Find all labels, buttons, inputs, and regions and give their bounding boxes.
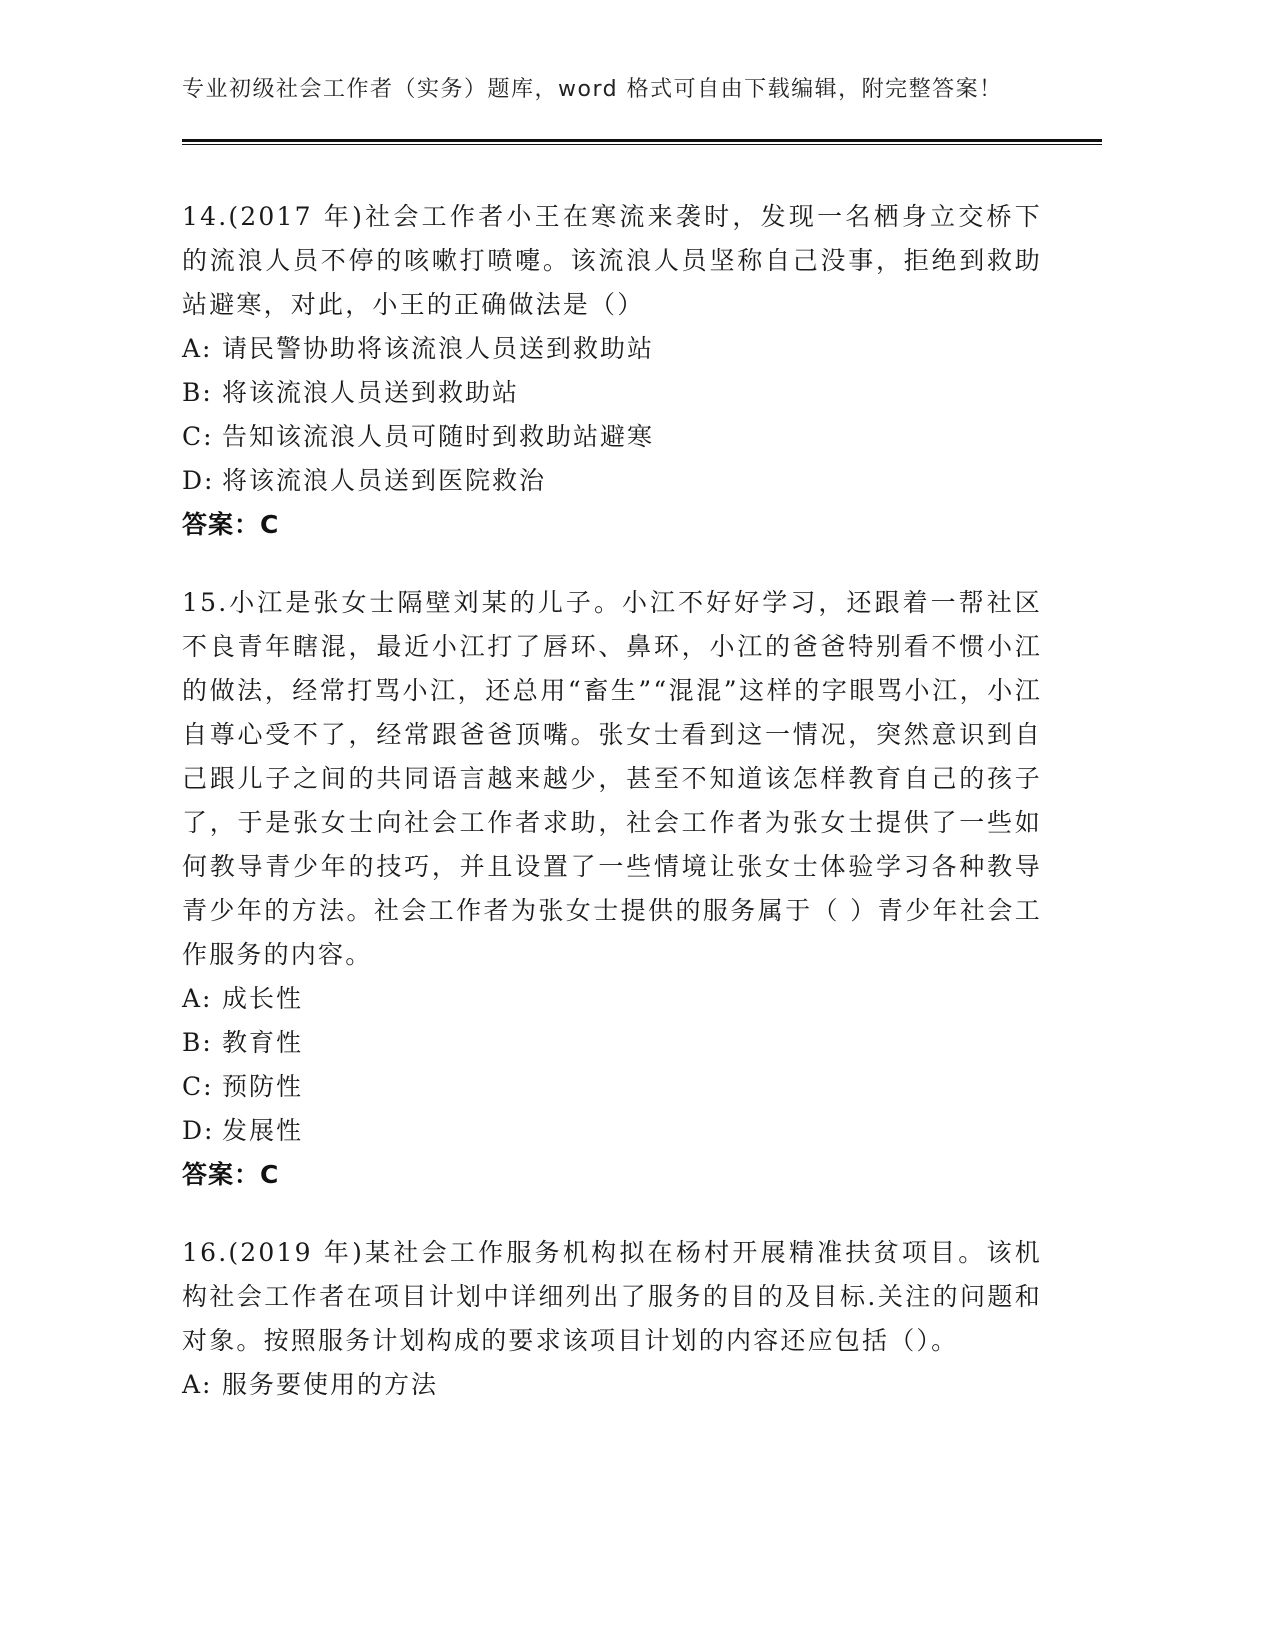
option-letter: C: [182,1072,214,1101]
question-stem: 16.(2019 年)某社会工作服务机构拟在杨村开展精准扶贫项目。该机构社会工作者在项目计划中详细列出了服务的目的及目标.关注的问题和对象。按照服务计划构成的要求该项目计划的内容还应包括（）。 [182,1238,1042,1355]
option-text: 成长性 [222,984,304,1013]
option-letter: D: [182,466,215,495]
option-text: 告知该流浪人员可随时到救助站避寒 [222,422,655,451]
header-divider [182,139,1102,145]
header-divider-thick [182,139,1102,142]
header-divider-thin [182,144,1102,145]
option-letter: D: [182,1116,215,1145]
option-a [182,977,1042,1021]
option-letter: B: [182,1028,213,1057]
option-text: 请民警协助将该流浪人员送到救助站 [222,334,655,363]
question-stem: 14.(2017 年)社会工作者小王在寒流来袭时，发现一名栖身立交桥下的流浪人员不停的咳嗽打喷嚏。该流浪人员坚称自己没事，拒绝到救助站避寒，对此，小王的正确做法是（） [182,202,1042,319]
option-c [182,1065,1042,1109]
question-16 [182,1231,1042,1407]
option-text: 预防性 [222,1072,304,1101]
option-d [182,459,1042,503]
question-14 [182,195,1042,547]
question-stem: 15.小江是张女士隔壁刘某的儿子。小江不好好学习，还跟着一帮社区不良青年瞎混，最近小江打了唇环、鼻环，小江的爸爸特别看不惯小江的做法，经常打骂小江，还总用“畜生”“混混”这样的字眼骂小江，小江自尊心受不了，经常跟爸爸顶嘴。张女士看到这一情况，突然意识到自己跟儿子之间的共同语言越来越少，甚至不知道该怎样教育自己的孩子了，于是张女士向社会工作者求助，社会工作者为张女士提供了一些如何教导青少年的技巧，并且设置了一些情境让张女士体验学习各种教导青少年的方法。社会工作者为张女士提供的服务属于（ ）青少年社会工作服务的内容。 [182,588,1042,969]
option-a [182,1363,1042,1407]
option-text: 教育性 [222,1028,304,1057]
option-text: 服务要使用的方法 [222,1370,439,1399]
question-list [182,195,1042,1441]
answer-line: 答案：C [182,510,280,539]
question-15 [182,581,1042,1197]
option-b [182,371,1042,415]
page-header: 专业初级社会工作者（实务）题库，word 格式可自由下载编辑，附完整答案！ [182,77,1003,102]
option-letter: C: [182,422,214,451]
option-letter: A: [182,334,213,363]
option-text: 发展性 [222,1116,304,1145]
option-letter: A: [182,1370,213,1399]
option-d [182,1109,1042,1153]
option-b [182,1021,1042,1065]
option-letter: A: [182,984,213,1013]
option-text: 将该流浪人员送到救助站 [222,378,520,407]
option-a [182,327,1042,371]
option-c [182,415,1042,459]
option-letter: B: [182,378,213,407]
option-text: 将该流浪人员送到医院救治 [222,466,547,495]
answer-line: 答案：C [182,1160,280,1189]
